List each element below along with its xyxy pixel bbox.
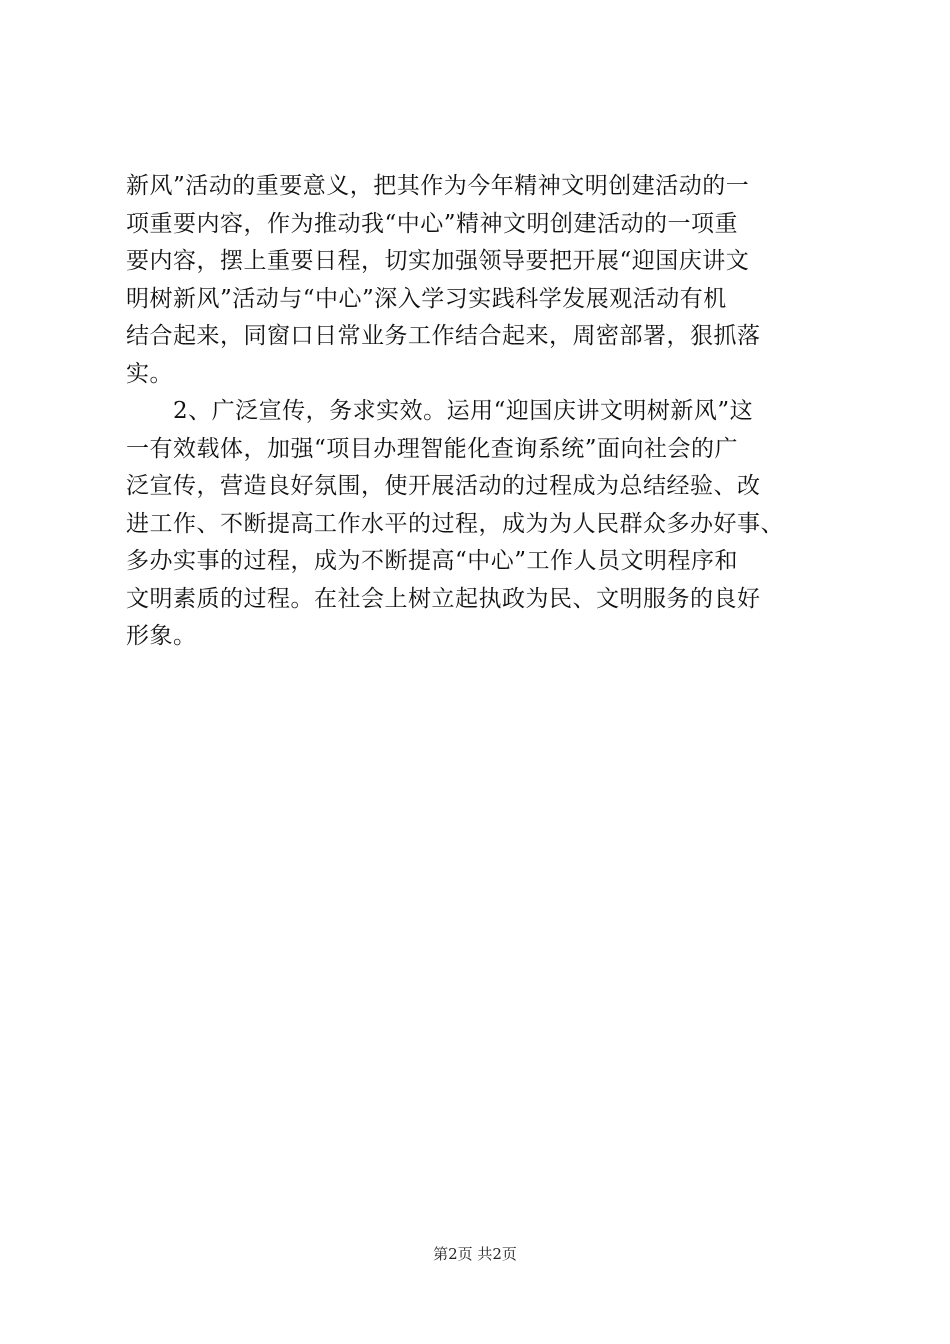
- text-line: 项重要内容，作为推动我“中心”精神文明创建活动的一项重: [126, 210, 739, 237]
- text-line: 结合起来，同窗口日常业务工作结合起来，周密部署，狠抓落: [126, 323, 761, 349]
- body-text: [126, 168, 846, 656]
- text-line: 实。: [126, 360, 173, 387]
- text-line: 新风”活动的重要意义，把其作为今年精神文明创建活动的一: [126, 173, 750, 199]
- page-number-footer: 第2页 共2页: [433, 1245, 517, 1263]
- text-line: 进工作、不断提高工作水平的过程，成为为人民群众多办好事、: [126, 510, 784, 537]
- text-line: 一有效载体，加强“项目办理智能化查询系统”面向社会的广: [126, 435, 739, 462]
- text-line: 2、广泛宣传，务求实效。运用“迎国庆讲文明树新风”这: [126, 398, 754, 424]
- text-line: 形象。: [126, 623, 197, 649]
- text-line: 文明素质的过程。在社会上树立起执政为民、文明服务的良好: [126, 585, 761, 612]
- text-line: 泛宣传，营造良好氛围，使开展活动的过程成为总结经验、改: [126, 473, 761, 499]
- text-line: 多办实事的过程，成为不断提高“中心”工作人员文明程序和: [126, 548, 739, 574]
- text-line: 要内容，摆上重要日程，切实加强领导要把开展“迎国庆讲文: [126, 248, 750, 274]
- text-line: 明树新风”活动与“中心”深入学习实践科学发展观活动有机: [126, 285, 727, 312]
